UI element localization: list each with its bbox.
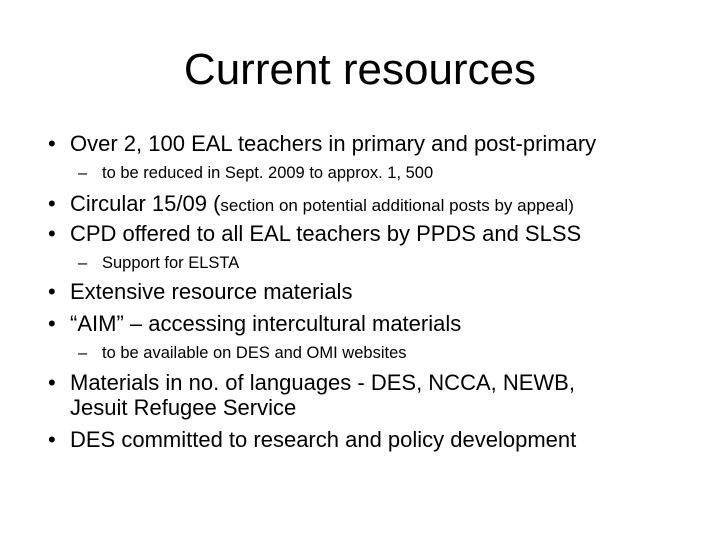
slide-title: Current resources: [183, 45, 537, 94]
bullet-marker: •: [48, 370, 56, 395]
bullet-marker: •: [48, 191, 56, 216]
bullet-text-small: section on potential additional posts by appeal): [220, 196, 574, 215]
dash-marker: –: [78, 344, 88, 362]
bullet-text: “AIM” – accessing intercultural materials: [70, 311, 462, 336]
sub-bullet-text: Support for ELSTA: [102, 254, 240, 272]
bullet-text: DES committed to research and policy development: [70, 427, 577, 452]
bullet-text: Over 2, 100 EAL teachers in primary and post-primary: [70, 131, 597, 156]
bullet-text-group: [70, 192, 574, 218]
dash-marker: –: [78, 164, 88, 182]
bullet-text: CPD offered to all EAL teachers by PPDS and SLSS: [70, 221, 582, 246]
bullet-text: Materials in no. of languages - DES, NCCA, NEWB,: [70, 370, 575, 395]
dash-marker: –: [78, 254, 88, 272]
bullet-marker: •: [48, 221, 56, 246]
bullet-text: Extensive resource materials: [70, 279, 353, 304]
bullet-marker: •: [48, 311, 56, 336]
bullet-text: Circular 15/09 (: [70, 191, 221, 216]
sub-bullet-text: to be reduced in Sept. 2009 to approx. 1, 500: [102, 164, 434, 182]
bullet-marker: •: [48, 279, 56, 304]
bullet-text-line2: Jesuit Refugee Service: [70, 395, 297, 420]
bullet-marker: •: [48, 131, 56, 156]
sub-bullet-text: to be available on DES and OMI websites: [102, 344, 407, 362]
bullet-marker: •: [48, 427, 56, 452]
